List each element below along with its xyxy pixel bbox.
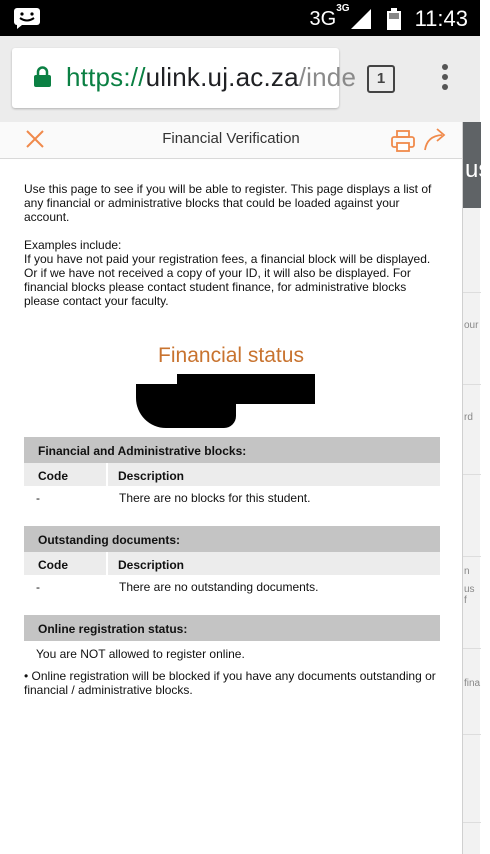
battery-icon <box>387 8 401 30</box>
registration-status-heading: Online registration status: <box>24 615 440 641</box>
table-row <box>24 487 440 509</box>
background-fragment: us f <box>464 584 475 606</box>
lock-icon <box>34 66 51 87</box>
tab-switcher-button[interactable]: 1 <box>367 65 395 93</box>
background-page <box>462 122 490 854</box>
address-bar[interactable] <box>12 48 357 108</box>
financial-verification-dialog <box>0 122 462 854</box>
documents-table <box>24 526 440 598</box>
network-type: $3G^{3G}$ <box>309 2 350 30</box>
examples-text: If you have not paid your registration fees, a financial block will be displayed. Or if we have not received a copy of your ID, it will also be displayed. For financial blocks please contact student finance, for administrative blocks please contact your faculty. <box>24 252 431 308</box>
table-column-headers <box>24 463 440 487</box>
background-fragment: fina <box>464 678 481 689</box>
dialog-title: Financial Verification <box>162 130 300 147</box>
column-description: Description <box>118 469 185 483</box>
background-fragment: n <box>464 566 470 577</box>
print-icon[interactable] <box>390 128 416 154</box>
overflow-menu-icon[interactable] <box>440 64 450 94</box>
dialog-header <box>0 122 462 159</box>
column-code: Code <box>38 469 68 483</box>
column-description: Description <box>118 558 185 572</box>
registration-status-section <box>24 615 440 697</box>
financial-status-title: Financial status <box>158 344 304 367</box>
row-description: There are no outstanding documents. <box>119 580 319 594</box>
row-code: - <box>36 491 40 505</box>
table-row <box>24 576 440 598</box>
registration-status-text: You are NOT allowed to register online. <box>36 647 245 661</box>
browser-toolbar <box>0 36 480 122</box>
redacted-name <box>136 384 236 428</box>
url-text: https://ulink.uj.ac.za/inde <box>66 62 357 92</box>
share-icon[interactable] <box>422 126 450 152</box>
intro-text: Use this page to see if you will be able to register. This page displays a list of any financial or administrative blocks that could be loaded against your account. <box>24 182 432 224</box>
table-column-headers <box>24 552 440 576</box>
status-bar <box>0 0 480 36</box>
registration-note: • Online registration will be blocked if you have any documents outstanding or financial / administrative blocks. <box>24 669 436 697</box>
blocks-table <box>24 437 440 509</box>
documents-table-heading: Outstanding documents: <box>24 526 440 552</box>
row-description: There are no blocks for this student. <box>119 491 311 505</box>
background-fragment: our <box>464 320 479 331</box>
examples-heading: Examples include: <box>24 238 122 252</box>
column-code: Code <box>38 558 68 572</box>
messaging-notification-icon <box>14 8 40 29</box>
clock: 11:43 <box>414 6 468 31</box>
row-code: - <box>36 580 40 594</box>
background-fragment: rd <box>464 412 473 423</box>
signal-icon <box>351 9 371 29</box>
blocks-table-heading: Financial and Administrative blocks: <box>24 437 440 463</box>
background-header: us <box>463 122 481 208</box>
